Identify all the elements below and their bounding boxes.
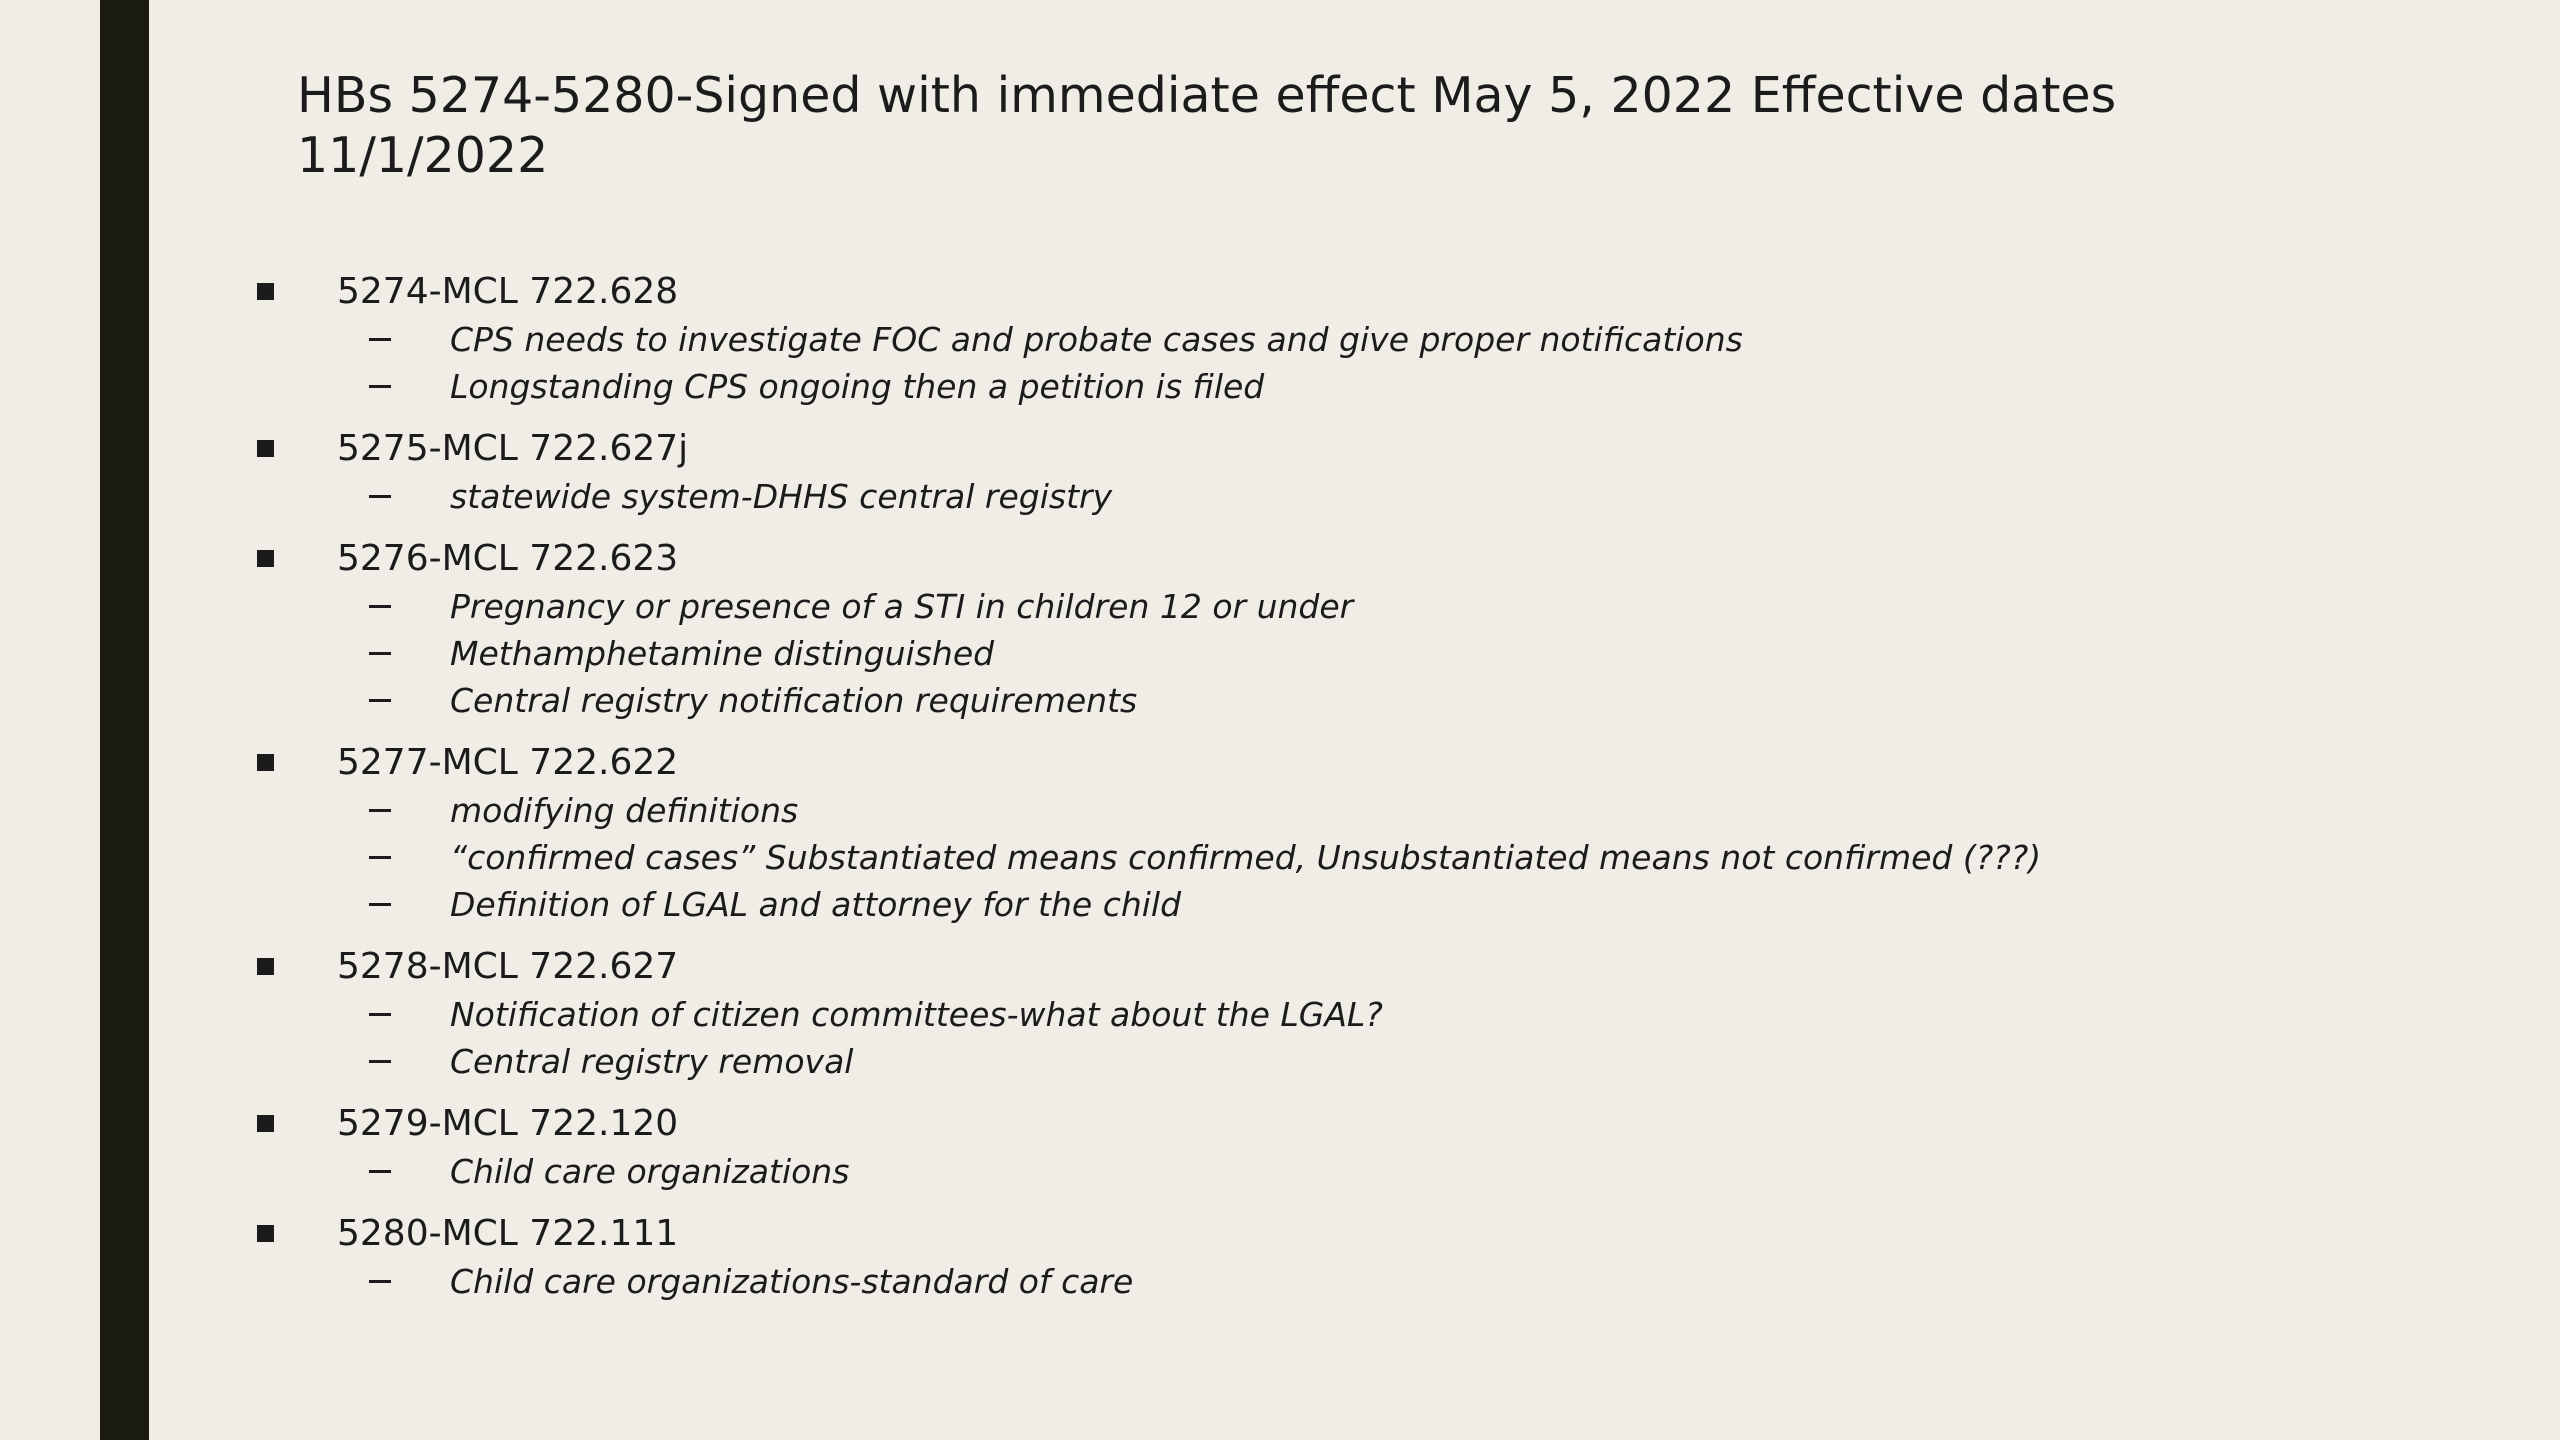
square-bullet-icon xyxy=(257,550,274,567)
detail-text: statewide system-DHHS central registry xyxy=(450,477,1113,516)
square-bullet-icon xyxy=(257,440,274,457)
bill-section xyxy=(257,423,2457,520)
detail-item xyxy=(257,1038,2457,1085)
detail-item xyxy=(257,991,2457,1038)
bill-heading xyxy=(257,1208,2457,1258)
bill-section xyxy=(257,1208,2457,1305)
bill-section xyxy=(257,941,2457,1085)
detail-item xyxy=(257,473,2457,520)
detail-item xyxy=(257,630,2457,677)
dash-bullet-icon xyxy=(369,1280,391,1283)
bill-details xyxy=(257,316,2457,410)
bill-section xyxy=(257,266,2457,410)
dash-bullet-icon xyxy=(369,652,391,655)
bill-details xyxy=(257,1258,2457,1305)
bill-heading xyxy=(257,423,2457,473)
bill-label: 5275-MCL 722.627j xyxy=(337,427,689,469)
detail-text: Central registry notification requirements xyxy=(450,681,1138,720)
detail-item xyxy=(257,363,2457,410)
detail-item xyxy=(257,1148,2457,1195)
square-bullet-icon xyxy=(257,1225,274,1242)
detail-item xyxy=(257,787,2457,834)
dash-bullet-icon xyxy=(369,495,391,498)
bill-label: 5280-MCL 722.111 xyxy=(337,1212,679,1254)
bill-heading xyxy=(257,737,2457,787)
slide-title-line-1: HBs 5274-5280-Signed with immediate effect May 5, 2022 Effective dates xyxy=(297,67,2117,124)
detail-item xyxy=(257,881,2457,928)
dash-bullet-icon xyxy=(369,856,391,859)
accent-side-bar xyxy=(100,0,149,1440)
detail-text: modifying definitions xyxy=(450,791,799,830)
bill-heading xyxy=(257,941,2457,991)
bill-section xyxy=(257,1098,2457,1195)
dash-bullet-icon xyxy=(369,1013,391,1016)
detail-text: Longstanding CPS ongoing then a petition is filed xyxy=(450,367,1265,406)
bill-label: 5274-MCL 722.628 xyxy=(337,270,679,312)
detail-item xyxy=(257,316,2457,363)
detail-text: CPS needs to investigate FOC and probate cases and give proper notifications xyxy=(450,320,1743,359)
square-bullet-icon xyxy=(257,1115,274,1132)
detail-text: Pregnancy or presence of a STI in children 12 or under xyxy=(450,587,1354,626)
detail-text: Child care organizations-standard of care xyxy=(450,1262,1134,1301)
dash-bullet-icon xyxy=(369,903,391,906)
dash-bullet-icon xyxy=(369,1060,391,1063)
square-bullet-icon xyxy=(257,754,274,771)
dash-bullet-icon xyxy=(369,809,391,812)
bill-label: 5279-MCL 722.120 xyxy=(337,1102,679,1144)
bill-label: 5276-MCL 722.623 xyxy=(337,537,679,579)
bill-details xyxy=(257,787,2457,928)
dash-bullet-icon xyxy=(369,385,391,388)
dash-bullet-icon xyxy=(369,699,391,702)
bill-label: 5277-MCL 722.622 xyxy=(337,741,679,783)
detail-text: “confirmed cases” Substantiated means confirmed, Unsubstantiated means not confirmed (???) xyxy=(450,838,2042,877)
dash-bullet-icon xyxy=(369,1170,391,1173)
detail-item xyxy=(257,1258,2457,1305)
detail-text: Notification of citizen committees-what about the LGAL? xyxy=(450,995,1383,1034)
detail-text: Child care organizations xyxy=(450,1152,850,1191)
dash-bullet-icon xyxy=(369,605,391,608)
bill-details xyxy=(257,1148,2457,1195)
detail-text: Central registry removal xyxy=(450,1042,854,1081)
detail-text: Definition of LGAL and attorney for the child xyxy=(450,885,1182,924)
square-bullet-icon xyxy=(257,958,274,975)
slide-title xyxy=(297,66,2197,186)
bill-heading xyxy=(257,266,2457,316)
dash-bullet-icon xyxy=(369,338,391,341)
bill-list xyxy=(257,266,2457,1318)
bill-label: 5278-MCL 722.627 xyxy=(337,945,679,987)
detail-item xyxy=(257,677,2457,724)
bill-heading xyxy=(257,1098,2457,1148)
detail-item xyxy=(257,583,2457,630)
square-bullet-icon xyxy=(257,283,274,300)
slide-title-line-2: 11/1/2022 xyxy=(297,127,549,184)
bill-section xyxy=(257,533,2457,724)
detail-item xyxy=(257,834,2457,881)
bill-details xyxy=(257,583,2457,724)
bill-details xyxy=(257,473,2457,520)
bill-details xyxy=(257,991,2457,1085)
bill-section xyxy=(257,737,2457,928)
detail-text: Methamphetamine distinguished xyxy=(450,634,995,673)
bill-heading xyxy=(257,533,2457,583)
